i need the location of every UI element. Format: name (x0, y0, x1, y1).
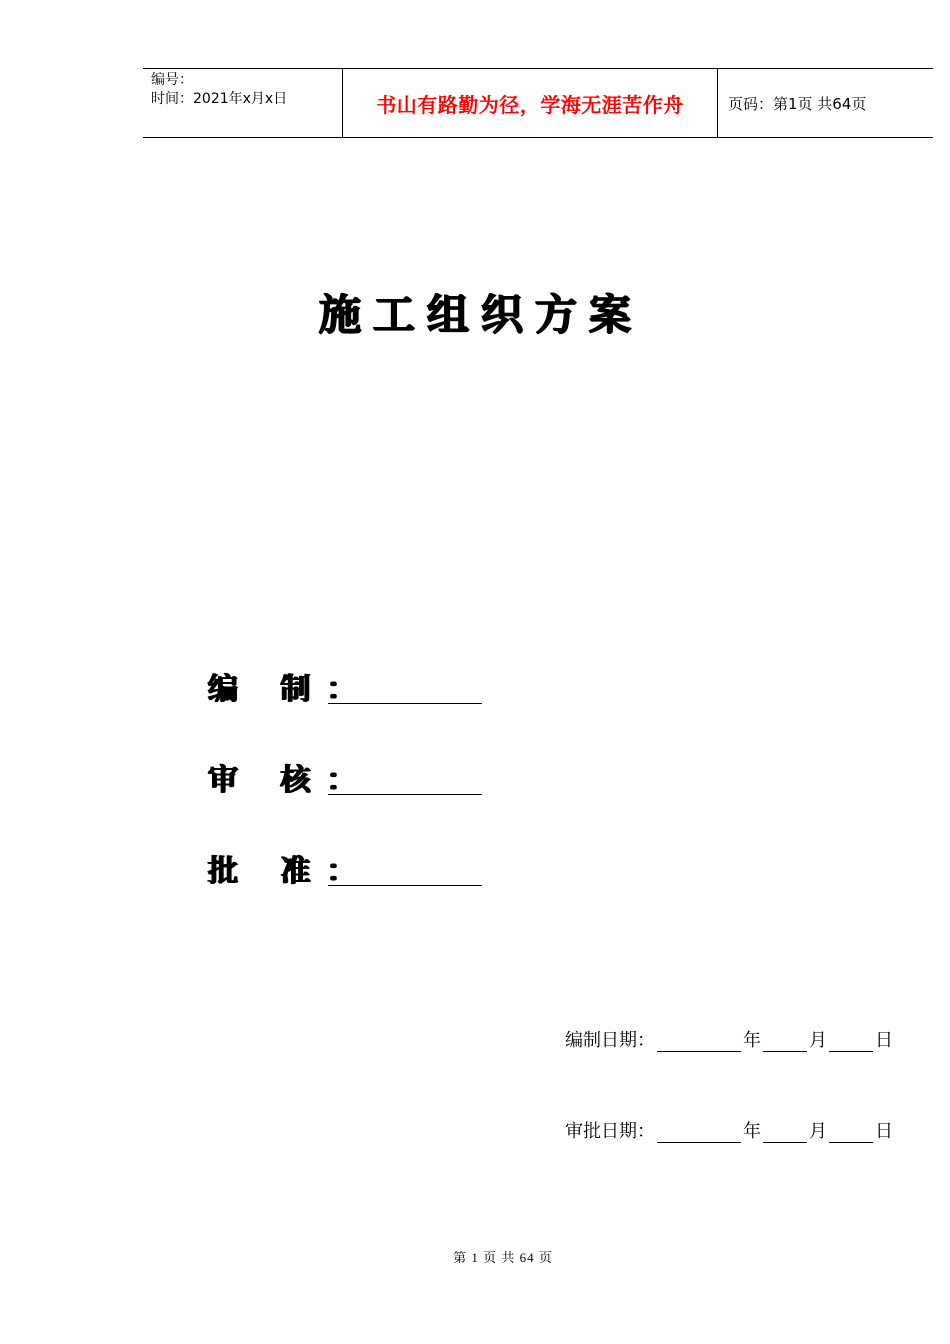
day-label: 日 (875, 1121, 893, 1141)
compile-signoff-row (208, 668, 482, 708)
document-number-label: 编号： (151, 72, 193, 88)
approve-signature-line[interactable] (328, 885, 482, 886)
month-label: 月 (809, 1121, 827, 1141)
review-signature-line[interactable] (328, 794, 482, 795)
page-footer: 第 1 页 共 64 页 (453, 1250, 553, 1265)
approve-day-blank[interactable] (829, 1124, 873, 1143)
month-label: 月 (809, 1030, 827, 1050)
header-page-code: 页码：第1页 共64页 (728, 94, 867, 113)
header-meta (143, 69, 343, 137)
compile-label: 编 制： (208, 672, 373, 707)
approve-label: 批 准： (208, 854, 373, 889)
approve-date-row (565, 1117, 893, 1143)
year-label: 年 (743, 1030, 761, 1050)
year-label: 年 (743, 1121, 761, 1141)
compile-date-row (565, 1026, 893, 1052)
approve-date-label: 审批日期： (565, 1121, 655, 1141)
document-time-label: 时间：2021年x月x日 (151, 91, 288, 107)
page-header (143, 68, 933, 138)
review-signoff-row (208, 759, 482, 799)
compile-year-blank[interactable] (657, 1033, 741, 1052)
document-title: 施工组织方案 (318, 290, 643, 339)
compile-date-label: 编制日期： (565, 1030, 655, 1050)
day-label: 日 (875, 1030, 893, 1050)
header-motto: 书山有路勤为径，学海无涯苦作舟 (343, 69, 718, 137)
compile-signature-line[interactable] (328, 703, 482, 704)
approve-signoff-row (208, 850, 482, 890)
review-label: 审 核： (208, 763, 373, 798)
compile-day-blank[interactable] (829, 1033, 873, 1052)
approve-month-blank[interactable] (763, 1124, 807, 1143)
compile-month-blank[interactable] (763, 1033, 807, 1052)
approve-year-blank[interactable] (657, 1124, 741, 1143)
